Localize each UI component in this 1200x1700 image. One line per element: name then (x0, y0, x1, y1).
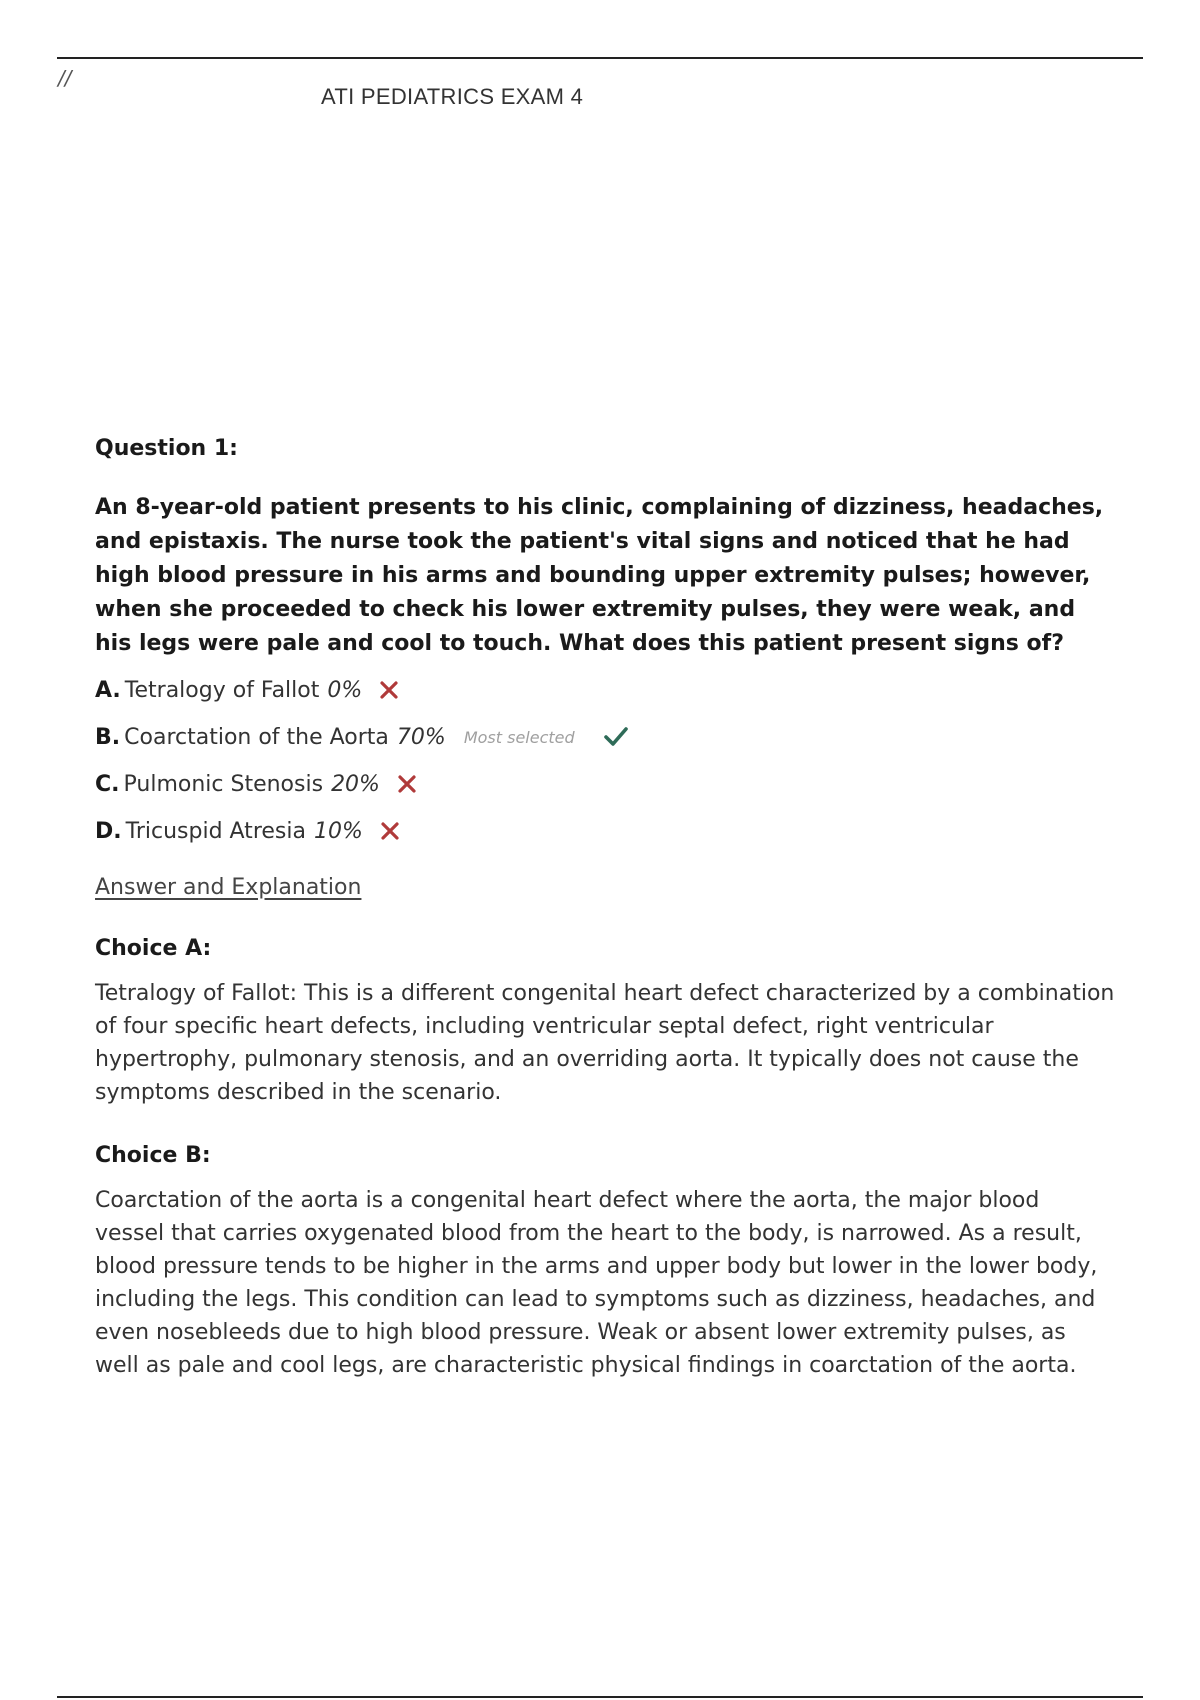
option-label: Pulmonic Stenosis (123, 771, 324, 797)
choice-a-heading: Choice A: (95, 936, 212, 961)
answer-explanation-link[interactable]: Answer and Explanation (95, 875, 362, 900)
question-text: An 8-year-old patient presents to his clinic, complaining of dizziness, headaches, and epistaxis. The nurse took the patient's vital signs and noticed that he had high blood pressure in his arms and bounding upper extremity pulses; however, when she proceeded to check his lower extremity pulses, they were weak, and his legs were pale and cool to touch. What does this patient present signs of? (95, 495, 1104, 656)
option-b[interactable] (95, 720, 1115, 754)
bottom-rule (57, 1696, 1143, 1698)
question-content (95, 436, 1115, 1416)
option-a[interactable] (95, 673, 1115, 707)
page-marker: // (58, 66, 72, 90)
question-heading: Question 1: (95, 436, 238, 461)
choice-b-text: Coarctation of the aorta is a congenital heart defect where the aorta, the major blood vessel that carries oxygenated blood from the heart to the body, is narrowed. As a result, blood pressure tends to be higher in the arms and upper body but lower in the lower body, including the legs. This condition can lead to symptoms such as dizziness, headaches, and even nosebleeds due to high blood pressure. Weak or absent lower extremity pulses, as well as pale and cool legs, are characteristic physical findings in coarctation of the aorta. (95, 1188, 1098, 1378)
option-percent: 70% (396, 724, 446, 750)
option-c[interactable] (95, 767, 1115, 801)
option-percent: 10% (313, 818, 363, 844)
option-label: Tricuspid Atresia (125, 818, 306, 844)
option-d[interactable] (95, 814, 1115, 848)
option-percent: 0% (327, 677, 363, 703)
option-percent: 20% (331, 771, 380, 797)
x-mark-icon (378, 679, 400, 701)
x-mark-icon (396, 773, 418, 795)
check-mark-icon (603, 724, 629, 750)
choice-a-text: Tetralogy of Fallot: This is a different congenital heart defect characterized by a combination of four specific heart defects, including ventricular septal defect, right ventricular hypertrophy, pulmonary stenosis, and an overriding aorta. It typically does not cause the symptoms described in the scenario. (95, 981, 1115, 1105)
option-letter: B. (95, 724, 121, 750)
option-letter: A. (95, 677, 121, 703)
choice-b-heading: Choice B: (95, 1143, 211, 1168)
most-selected-note: Most selected (463, 727, 575, 747)
option-letter: D. (95, 818, 122, 844)
x-mark-icon (379, 820, 401, 842)
option-label: Coarctation of the Aorta (124, 724, 389, 750)
top-rule (57, 57, 1143, 59)
option-letter: C. (95, 771, 120, 797)
option-label: Tetralogy of Fallot (124, 677, 320, 703)
document-title: ATI PEDIATRICS EXAM 4 (321, 84, 584, 109)
